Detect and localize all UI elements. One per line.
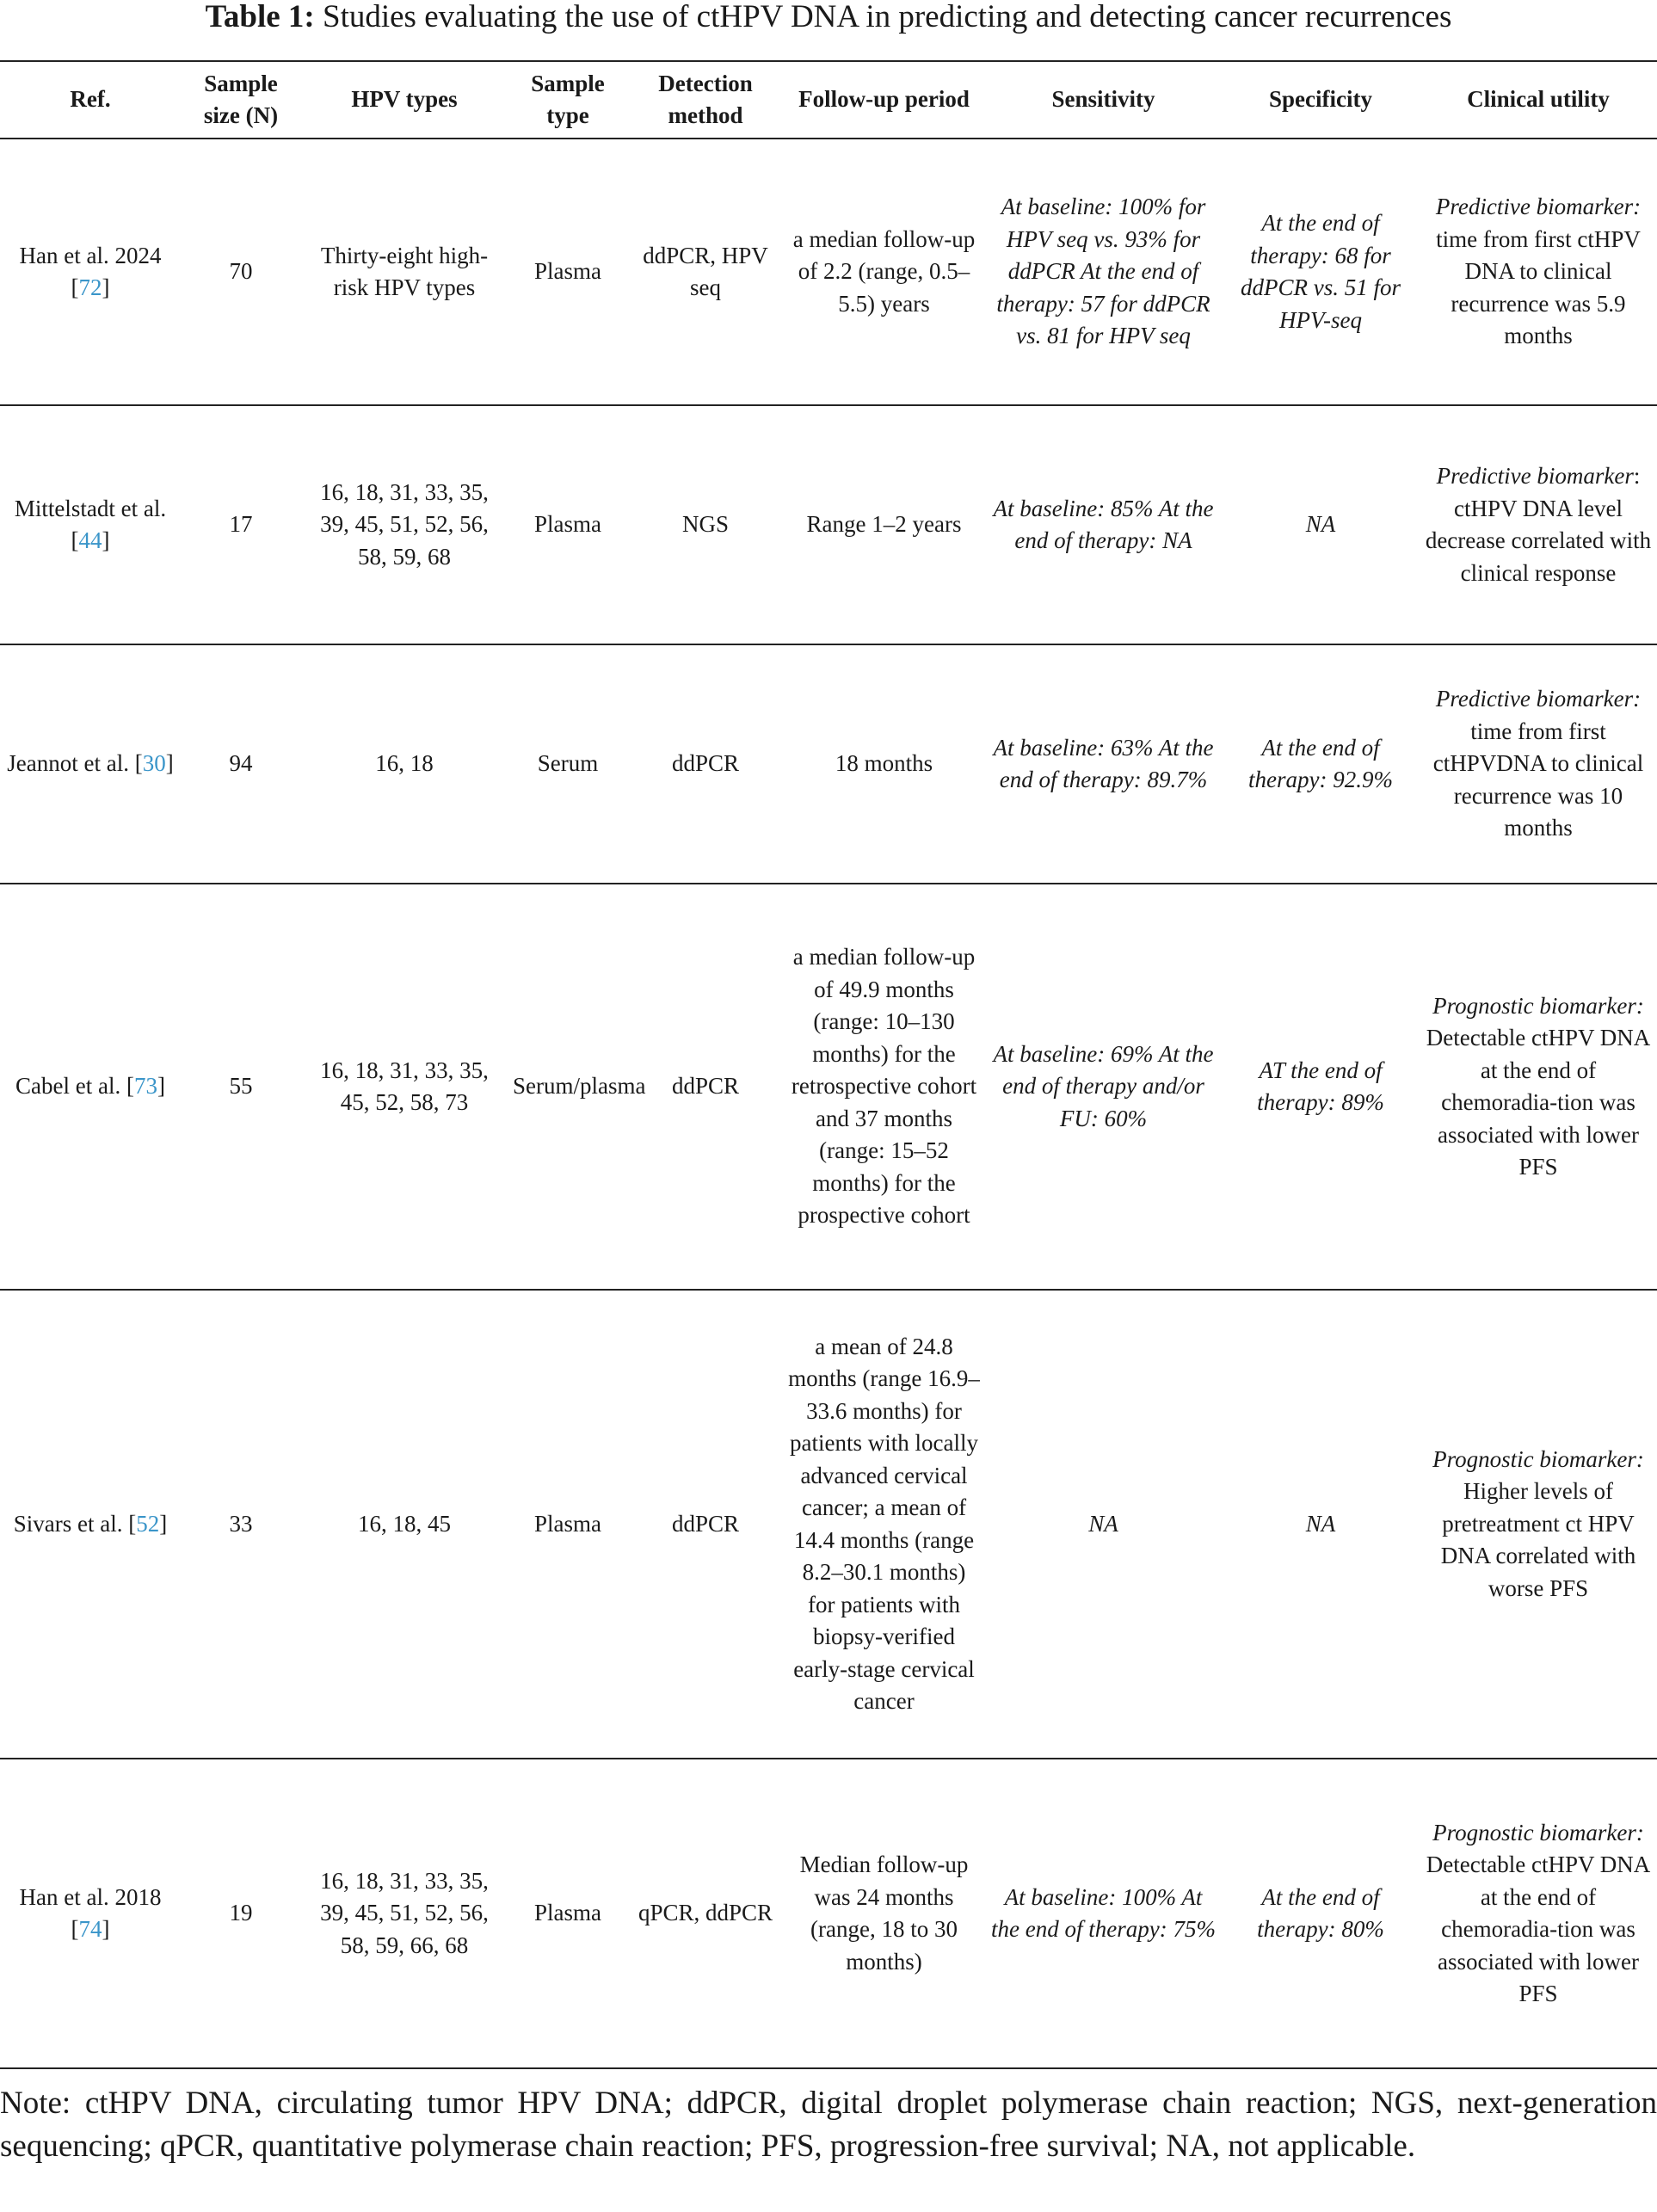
cell-sample-type: Plasma (508, 139, 628, 405)
col-header-hpv-types: HPV types (301, 61, 508, 139)
cell-hpv-types: 16, 18 (301, 644, 508, 884)
cell-hpv-types: 16, 18, 31, 33, 35, 45, 52, 58, 73 (301, 884, 508, 1290)
cell-hpv-types: 16, 18, 31, 33, 35, 39, 45, 51, 52, 56, 58, 59, 68 (301, 405, 508, 644)
cell-sample-size: 33 (181, 1290, 301, 1759)
cell-follow-up: a median follow-up of 49.9 months (range: 10–130 months) for the retrospective cohort and 37 months (range: 15–52 months) for the prospective cohort (783, 884, 985, 1290)
citation-link[interactable]: 74 (78, 1916, 102, 1942)
col-header-ref: Ref. (0, 61, 181, 139)
cell-sample-type: Plasma (508, 405, 628, 644)
cell-clinical-utility: Prognostic biomarker: Higher levels of pretreatment ct HPV DNA correlated with worse PFS (1420, 1290, 1657, 1759)
cell-follow-up: a mean of 24.8 months (range 16.9–33.6 months) for patients with locally advanced cervical cancer; a mean of 14.4 months (range 8.2–30.1 months) for patients with biopsy-verified early-stage cervical cancer (783, 1290, 985, 1759)
cell-detection-method: NGS (628, 405, 783, 644)
cell-detection-method: ddPCR (628, 644, 783, 884)
cell-clinical-utility: Prognostic biomarker: Detectable ctHPV DNA at the end of chemoradia-tion was associated with lower PFS (1420, 1759, 1657, 2068)
cell-detection-method: ddPCR, HPV seq (628, 139, 783, 405)
header-row (0, 61, 1657, 139)
cell-hpv-types: 16, 18, 45 (301, 1290, 508, 1759)
citation-link[interactable]: 30 (142, 750, 166, 777)
table-row (0, 884, 1657, 1290)
cell-sample-size: 17 (181, 405, 301, 644)
cell-ref: Jeannot et al. [30] (0, 644, 181, 884)
table-row (0, 405, 1657, 644)
cell-sample-size: 70 (181, 139, 301, 405)
cell-sample-size: 94 (181, 644, 301, 884)
citation-link[interactable]: 73 (133, 1073, 157, 1100)
cell-sample-type: Plasma (508, 1759, 628, 2068)
cell-specificity: NA (1222, 1290, 1420, 1759)
table-caption-text: Studies evaluating the use of ctHPV DNA in predicting and detecting cancer recurrences (323, 0, 1452, 34)
col-header-follow-up: Follow-up period (783, 61, 985, 139)
cell-sample-size: 19 (181, 1759, 301, 2068)
cell-hpv-types: Thirty-eight high-risk HPV types (301, 139, 508, 405)
cell-hpv-types: 16, 18, 31, 33, 35, 39, 45, 51, 52, 56, 58, 59, 66, 68 (301, 1759, 508, 2068)
cell-detection-method: qPCR, ddPCR (628, 1759, 783, 2068)
cell-specificity: AT the end of therapy: 89% (1222, 884, 1420, 1290)
cell-follow-up: Range 1–2 years (783, 405, 985, 644)
table-row (0, 644, 1657, 884)
cell-specificity: At the end of therapy: 68 for ddPCR vs. 51 for HPV-seq (1222, 139, 1420, 405)
cell-sample-type: Serum/plasma (508, 884, 628, 1290)
table-row (0, 139, 1657, 405)
col-header-clinical-utility: Clinical utility (1420, 61, 1657, 139)
cell-specificity: At the end of therapy: 80% (1222, 1759, 1420, 2068)
cell-detection-method: ddPCR (628, 1290, 783, 1759)
cell-ref: Han et al. 2024 [72] (0, 139, 181, 405)
col-header-sample-type: Sample type (508, 61, 628, 139)
cell-sensitivity: NA (985, 1290, 1222, 1759)
cell-ref: Han et al. 2018 [74] (0, 1759, 181, 2068)
table-caption-label: Table 1: (205, 0, 315, 34)
cell-specificity: NA (1222, 405, 1420, 644)
cell-clinical-utility: Predictive biomarker: time from first ctHPV DNA to clinical recurrence was 5.9 months (1420, 139, 1657, 405)
cell-specificity: At the end of therapy: 92.9% (1222, 644, 1420, 884)
cell-detection-method: ddPCR (628, 884, 783, 1290)
table-row (0, 1290, 1657, 1759)
col-header-sample-size: Sample size (N) (181, 61, 301, 139)
cell-follow-up: 18 months (783, 644, 985, 884)
cell-clinical-utility: Predictive biomarker: ctHPV DNA level decrease correlated with clinical response (1420, 405, 1657, 644)
cell-follow-up: Median follow-up was 24 months (range, 18 to 30 months) (783, 1759, 985, 2068)
cell-ref: Sivars et al. [52] (0, 1290, 181, 1759)
cell-ref: Cabel et al. [73] (0, 884, 181, 1290)
table-caption (0, 0, 1657, 38)
citation-link[interactable]: 52 (136, 1510, 160, 1537)
cell-sample-size: 55 (181, 884, 301, 1290)
cell-clinical-utility: Predictive biomarker: time from first ctHPVDNA to clinical recurrence was 10 months (1420, 644, 1657, 884)
col-header-specificity: Specificity (1222, 61, 1420, 139)
studies-table (0, 60, 1657, 2069)
citation-link[interactable]: 72 (78, 274, 102, 300)
cell-sensitivity: At baseline: 100% for HPV seq vs. 93% for ddPCR At the end of therapy: 57 for ddPCR vs. 81 for HPV seq (985, 139, 1222, 405)
cell-sensitivity: At baseline: 100% At the end of therapy: 75% (985, 1759, 1222, 2068)
cell-sensitivity: At baseline: 85% At the end of therapy: NA (985, 405, 1222, 644)
table-note: Note: ctHPV DNA, circulating tumor HPV DNA; ddPCR, digital droplet polymerase chain reaction; NGS, next-generation sequencing; qPCR, quantitative polymerase chain reaction; PFS, progression-free survival; NA, not applicable. (0, 2086, 1657, 2164)
cell-clinical-utility: Prognostic biomarker: Detectable ctHPV DNA at the end of chemoradia-tion was associated with lower PFS (1420, 884, 1657, 1290)
cell-sensitivity: At baseline: 63% At the end of therapy: 89.7% (985, 644, 1222, 884)
table-row (0, 1759, 1657, 2068)
cell-sample-type: Plasma (508, 1290, 628, 1759)
col-header-sensitivity: Sensitivity (985, 61, 1222, 139)
cell-sensitivity: At baseline: 69% At the end of therapy and/or FU: 60% (985, 884, 1222, 1290)
col-header-detection-method: Detection method (628, 61, 783, 139)
citation-link[interactable]: 44 (78, 527, 102, 553)
cell-ref: Mittelstadt et al. [44] (0, 405, 181, 644)
cell-sample-type: Serum (508, 644, 628, 884)
cell-follow-up: a median follow-up of 2.2 (range, 0.5–5.5) years (783, 139, 985, 405)
